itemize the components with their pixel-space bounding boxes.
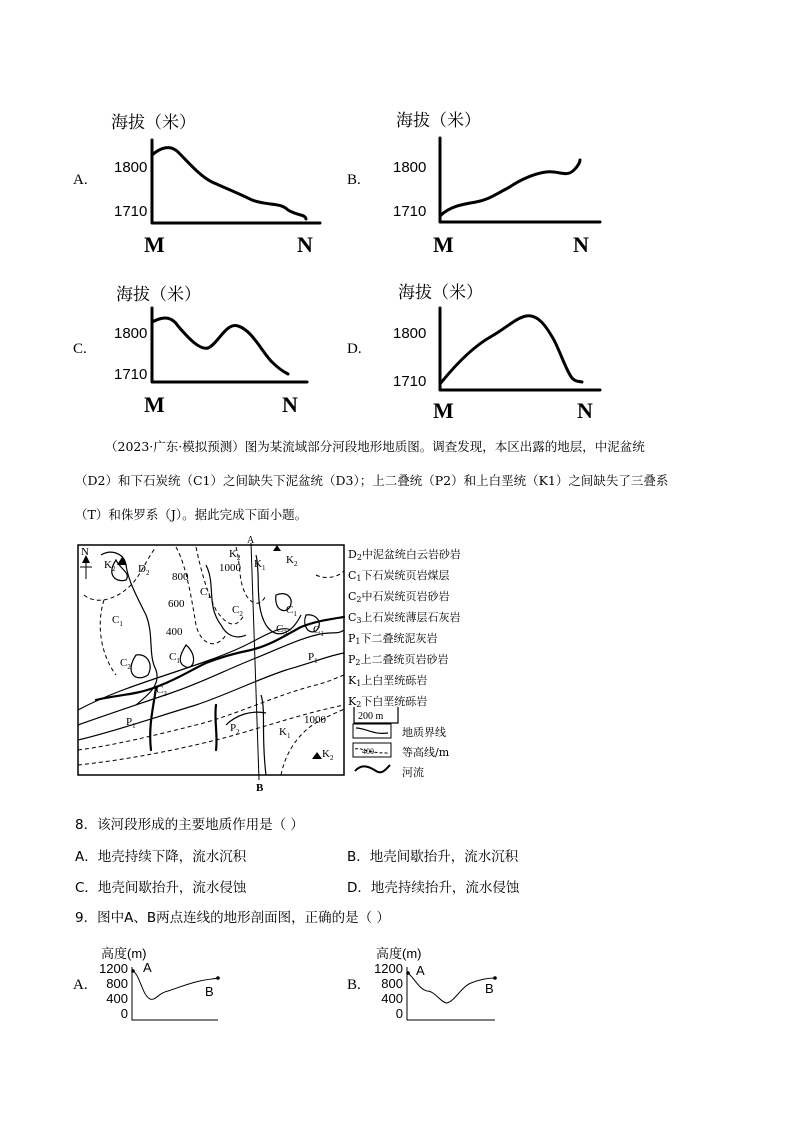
unit-label-c3: $C_3$ — [156, 684, 167, 698]
q9-stem: 9．图中A、B两点连线的地形剖面图，正确的是（ ） — [75, 910, 390, 926]
profile-b-label-m: M — [433, 232, 454, 257]
option-letter-d: D. — [347, 341, 362, 357]
passage-line-3: （T）和侏罗系（J）。据此完成下面小题。 — [75, 507, 308, 522]
profile-b-ylabel: 海拔（米） — [396, 111, 481, 131]
legend-unit-c2: $C_2$中石炭统页岩砂岩 — [348, 590, 450, 604]
legend-unit-p2: $P_2$上二叠统页岩砂岩 — [348, 653, 449, 667]
profile-c-tick-1800: 1800 — [114, 325, 148, 342]
contour-label: 800 — [172, 571, 189, 583]
legend-geologic-boundary: 地质界线 — [402, 726, 446, 739]
unit-label-k2: $K_2$ — [286, 554, 298, 568]
profile-a-chart — [140, 130, 330, 235]
legend-unit-c1: $C_1$下石炭统页岩煤层 — [348, 569, 450, 583]
q9-b-ticks: 1200 800 400 0 — [374, 961, 403, 1021]
unit-label-k1: $K_1$ — [254, 558, 266, 572]
unit-label-c1: $C_1$ — [169, 651, 180, 665]
contour-label: 600 — [168, 598, 185, 610]
symbol-legend-icons — [352, 723, 400, 777]
q9-a-label-b: B — [205, 984, 214, 999]
unit-label-k2: $K_2$ — [322, 748, 334, 762]
q9-b-axes — [407, 967, 495, 1020]
profile-c-label-n: N — [282, 392, 298, 417]
north-label: N — [81, 546, 89, 558]
q9-a-chart — [130, 965, 225, 1025]
profile-c-chart — [140, 300, 315, 395]
legend-unit-k2: $K_2$下白垩统砾岩 — [348, 695, 428, 709]
scale-bar — [352, 703, 402, 725]
option-letter-a: A. — [73, 172, 88, 188]
q9-a-point-b — [216, 976, 220, 980]
unit-label-k2: $K_2$ — [104, 559, 116, 573]
legend-unit-k1: $K_1$上白垩统砾岩 — [348, 674, 428, 688]
q9-a-point-a — [131, 969, 135, 973]
q9-b-point-a — [406, 971, 410, 975]
q8-option-b[interactable]: B．地壳间歇抬升，流水沉积 — [347, 849, 519, 865]
q8-option-c[interactable]: C．地壳间歇抬升，流水侵蚀 — [75, 880, 247, 896]
profile-c-curve — [152, 318, 288, 374]
unit-label-c1: $C_1$ — [286, 604, 297, 618]
unit-label-c1: $C_1$ — [200, 586, 211, 600]
unit-label-c2: $C_2$ — [120, 657, 131, 671]
unit-label-c1: $C_1$ — [112, 614, 123, 628]
q8-stem: 8．该河段形成的主要地质作用是（ ） — [75, 817, 304, 833]
q9-b-curve — [408, 973, 495, 1003]
profile-a-tick-1710: 1710 — [114, 203, 148, 220]
q9-b-point-b — [493, 976, 497, 980]
q9-b-ylabel: 高度(m) — [376, 946, 422, 961]
q9-b-chart — [405, 965, 500, 1025]
q9-b-label-b: B — [485, 981, 494, 996]
profile-b-chart — [428, 130, 608, 235]
passage-line-2: （D2）和下石炭统（C1）之间缺失下泥盆统（D3）；上二叠统（P2）和上白垩统（K1）之间缺失了三叠系 — [75, 473, 669, 488]
map-label-b: B — [256, 782, 264, 794]
map-unit-legend — [348, 546, 461, 714]
geologic-map — [76, 535, 348, 797]
unit-label-p1: $P_1$ — [308, 651, 318, 665]
q9-b-label-a: A — [416, 963, 425, 978]
unit-label-k2: $K_2$ — [229, 548, 241, 562]
unit-label-p2: $P_2$ — [230, 722, 240, 736]
river-icon — [355, 765, 390, 772]
contour-label: 1000 — [219, 562, 241, 574]
profile-a-curve — [152, 148, 306, 219]
legend-unit-d2: $D_2$中泥盆统白云岩砂岩 — [348, 548, 461, 562]
profile-b-curve — [440, 160, 580, 216]
profile-a-tick-1800: 1800 — [114, 159, 148, 176]
unit-label-c1: $C_1$ — [313, 624, 324, 638]
contour-label: 1000 — [304, 714, 326, 726]
profile-b-tick-1710: 1710 — [393, 203, 427, 220]
profile-b-tick-1800: 1800 — [393, 159, 427, 176]
unit-label-d2: $D_2$ — [138, 563, 150, 577]
legend-unit-p1: $P_1$下二叠统泥灰岩 — [348, 632, 438, 646]
unit-label-c3: $C_3$ — [276, 623, 287, 637]
option-letter-c: C. — [73, 341, 87, 357]
unit-label-c2: $C_2$ — [232, 604, 243, 618]
map-label-a: A — [247, 535, 255, 546]
profile-c-tick-1710: 1710 — [114, 366, 148, 383]
legend-river: 河流 — [402, 766, 424, 779]
unit-label-p1: $P_1$ — [126, 716, 136, 730]
profile-d-axes — [440, 308, 600, 390]
profile-d-tick-1710: 1710 — [393, 373, 427, 390]
q8-option-d[interactable]: D．地壳持续抬升，流水侵蚀 — [347, 880, 520, 896]
q9-a-label-a: A — [143, 960, 152, 975]
q9-option-letter-b[interactable]: B. — [347, 977, 361, 993]
profile-c-ylabel: 海拔（米） — [116, 285, 201, 305]
profile-a-ylabel: 海拔（米） — [111, 113, 196, 133]
q8-option-a[interactable]: A．地壳持续下降，流水沉积 — [75, 849, 247, 865]
q9-a-ylabel: 高度(m) — [101, 946, 147, 961]
svg-text:400: 400 — [362, 747, 374, 756]
profile-d-label-m: M — [433, 398, 454, 423]
legend-contour: 等高线/m — [402, 746, 450, 759]
q9-a-ticks: 1200 800 400 0 — [99, 961, 128, 1021]
unit-label-k1: $K_1$ — [279, 726, 291, 740]
option-letter-b: B. — [347, 172, 361, 188]
profile-d-curve — [440, 316, 582, 384]
contour-label: 400 — [166, 626, 183, 638]
svg-text:200 m: 200 m — [358, 711, 384, 722]
passage-line-1: （2023·广东·模拟预测）图为某流域部分河段地形地质图。调查发现，本区出露的地层，中泥盆统 — [105, 439, 645, 454]
profile-d-label-n: N — [577, 398, 593, 423]
profile-d-ylabel: 海拔（米） — [398, 283, 483, 303]
profile-d-chart — [428, 300, 608, 400]
q9-option-letter-a[interactable]: A. — [73, 977, 88, 993]
q9-a-curve — [133, 971, 218, 999]
symbol-legend-labels — [402, 723, 449, 783]
profile-a-label-m: M — [144, 232, 165, 257]
profile-c-label-m: M — [144, 392, 165, 417]
legend-unit-c3: $C_3$上石炭统薄层石灰岩 — [348, 611, 461, 625]
profile-a-label-n: N — [297, 232, 313, 257]
profile-d-tick-1800: 1800 — [393, 325, 427, 342]
profile-b-label-n: N — [573, 232, 589, 257]
